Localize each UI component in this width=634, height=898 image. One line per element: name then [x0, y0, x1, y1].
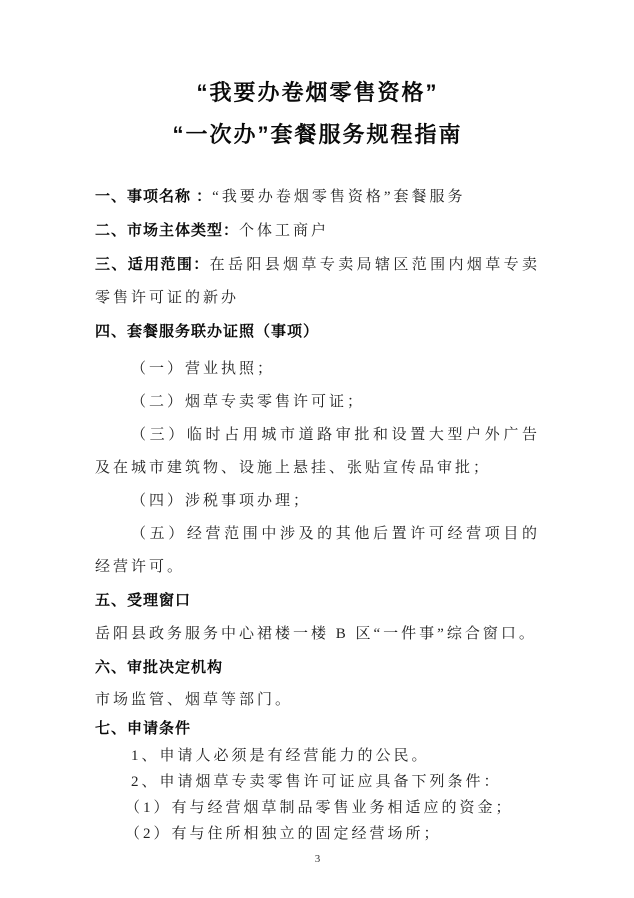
section-text: 个体工商户: [239, 223, 330, 239]
list-item: [95, 769, 540, 795]
section-heading-scope: [95, 248, 540, 315]
list-item: [95, 485, 540, 518]
document-body: [95, 180, 540, 847]
list-item: [95, 743, 540, 769]
body-text: 岳阳县政务服务中心裙楼一楼 B 区“一件事”综合窗口。: [95, 626, 537, 642]
section-text: 在岳阳县烟草专卖局辖区范围内烟草专卖零售许可证的新办: [95, 257, 540, 306]
section-heading-approval-authority: [95, 651, 540, 685]
page-number: 3: [314, 853, 321, 865]
list-item: [95, 821, 540, 847]
section-label: 六、审批决定机构: [95, 659, 224, 676]
list-item-text: （五）经营范围中涉及的其他后置许可经营项目的经营许可。: [95, 526, 540, 575]
document-title-line2: “一次办”套餐服务规程指南: [172, 122, 463, 147]
list-item-text: （2）有与住所相独立的固定经营场所；: [125, 826, 442, 842]
section-label: 三、适用范围：: [95, 256, 210, 273]
body-paragraph: [95, 685, 540, 715]
section-heading-bundled-licenses: [95, 315, 540, 349]
section-heading-service-window: [95, 584, 540, 618]
list-item: [95, 353, 540, 386]
list-item: [95, 386, 540, 419]
document-title-line1: “我要办卷烟零售资格”: [196, 80, 439, 105]
section-label: 七、申请条件: [95, 720, 192, 737]
list-item: [95, 518, 540, 584]
body-paragraph: [95, 618, 540, 651]
list-item-text: （四）涉税事项办理；: [131, 493, 312, 509]
list-item: [95, 419, 540, 485]
section-label: 五、受理窗口: [95, 592, 192, 609]
body-text: 市场监管、烟草等部门。: [95, 692, 294, 708]
section-heading-subject-type: [95, 214, 540, 248]
list-item-text: 1、申请人必须是有经营能力的公民。: [131, 748, 430, 764]
section-text: “我要办卷烟零售资格”套餐服务: [212, 189, 466, 205]
list-item-text: 2、申请烟草专卖零售许可证应具备下列条件：: [131, 774, 502, 790]
list-item-text: （三）临时占用城市道路审批和设置大型户外广告及在城市建筑物、设施上悬挂、张贴宣传品审批；: [95, 427, 540, 476]
list-item: [95, 795, 540, 821]
list-item-text: （二）烟草专卖零售许可证；: [131, 394, 366, 410]
section-heading-item-name: [95, 180, 540, 214]
section-label: 一、事项名称 ：: [95, 188, 213, 205]
section-label: 二、市场主体类型：: [95, 222, 240, 239]
list-item-text: （一）营业执照；: [131, 361, 276, 377]
section-label: 四、套餐服务联办证照（事项）: [95, 323, 320, 340]
list-item-text: （1）有与经营烟草制品零售业务相适应的资金；: [125, 800, 514, 816]
section-heading-application-conditions: [95, 715, 540, 743]
